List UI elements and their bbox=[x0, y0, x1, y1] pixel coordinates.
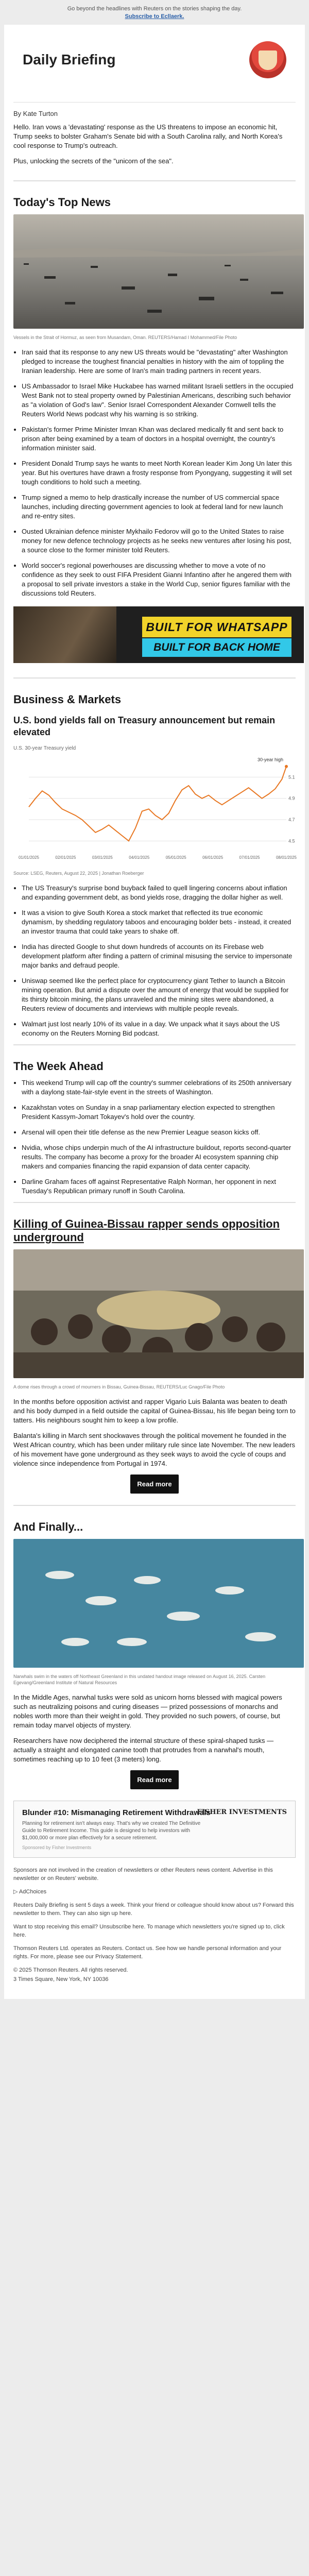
chart-series-line bbox=[29, 767, 286, 841]
feature-paragraph: Balanta's killing in March sent shockwaves through the political movement he founded in the West African country, which has been under military rule since late November. The new leaders of his movement have gone underground as they seek ways to avoid the cycle of coups and violence since independence from Portugal in 1974. bbox=[13, 1432, 295, 1467]
chart-point bbox=[285, 765, 288, 768]
sponsor-brand: FISHER INVESTMENTS bbox=[197, 1808, 287, 1816]
top-news-list bbox=[13, 348, 296, 598]
newsletter-card bbox=[4, 25, 305, 1999]
newsletter-title: Daily Briefing bbox=[23, 52, 116, 67]
adchoices-link[interactable] bbox=[13, 1888, 296, 1896]
yield-chart bbox=[13, 743, 304, 867]
list-item[interactable]: • Darline Graham faces off against Representative Ralph Norman, her opponent in next Tuesday's Republican primary runoff in South Carolina. bbox=[22, 1177, 296, 1196]
chart-x-tick-label: 01/01/2025 bbox=[18, 855, 40, 860]
adchoices-label: AdChoices bbox=[19, 1889, 47, 1895]
masthead bbox=[13, 25, 296, 103]
list-item[interactable]: • Trump signed a memo to help drastically increase the number of US commercial space launches, including directing government agencies to look at federal land for new launch and re-entry sites. bbox=[22, 493, 296, 521]
list-item[interactable]: • Walmart just lost nearly 10% of its value in a day. We unpack what it says about the US economy on the Reuters Morning Bid podcast. bbox=[22, 1020, 296, 1038]
list-item[interactable]: • President Donald Trump says he wants to meet North Korean leader Kim Jong Un later this year. But his overtures have drawn a frosty response from Pyongyang, suggesting it will set tough conditions to hold such a meeting. bbox=[22, 459, 296, 487]
chart-x-tick-label: 06/01/2025 bbox=[202, 855, 224, 860]
footer-address: 3 Times Square, New York, NY 10036 bbox=[13, 1976, 109, 1982]
list-item[interactable]: • Ousted Ukrainian defence minister Mykhailo Fedorov will go to the United States to raise money for new defence technology projects as he seeks new ventures after losing his post, a source close to the former minister told Reuters. bbox=[22, 527, 296, 555]
chart-y-tick-label: 5.1 bbox=[288, 774, 295, 780]
yield-chart-svg bbox=[13, 743, 304, 867]
chart-y-tick-label: 4.5 bbox=[288, 838, 295, 844]
narwhal-caption: Narwhals swim in the waters off Northeast Greenland in this undated handout image released on August 16, 2025. Carsten Egevang/Greenland Institute of Natural Resources bbox=[13, 1674, 266, 1685]
intro-paragraph: Hello. Iran vows a 'devastating' response as the US threatens to impose an economic hit, Trump seeks to bolster Graham's Senate bid with a South Carolina rally, and North Korea's cool response to Trump's outreach. bbox=[13, 123, 283, 149]
footer-signup: Reuters Daily Briefing is sent 5 days a week. Think your friend or colleague should know about us? Forward this newsletter to them. They can also sign up here. bbox=[13, 1902, 294, 1917]
footer-copyright: © 2025 Thomson Reuters. All rights reserved. bbox=[13, 1967, 128, 1973]
byline: By Kate Turton bbox=[13, 110, 58, 117]
chart-x-tick-label: 03/01/2025 bbox=[92, 855, 113, 860]
chart-x-tick-label: 04/01/2025 bbox=[129, 855, 150, 860]
feature-paragraph: In the months before opposition activist and rapper Vigario Luis Balanta was beaten to death and his body dumped in a field outside the capital of Guinea-Bissau, his life began being torn to tatters. His neighbours sought him to keep a low profile. bbox=[13, 1398, 296, 1424]
top-note-text: Go beyond the headlines with Reuters on the stories shaping the day. bbox=[67, 6, 242, 12]
footer-unsubscribe: Want to stop receiving this email? Unsubscribe here. To manage which newsletters you're signed up to, click here. bbox=[13, 1924, 285, 1938]
chart-y-tick-label: 4.9 bbox=[288, 795, 295, 801]
chart-x-tick-label: 05/01/2025 bbox=[165, 855, 186, 860]
top-note bbox=[0, 0, 309, 25]
chart-subtitle: U.S. 30-year Treasury yield bbox=[13, 745, 76, 751]
section-heading-week-ahead: The Week Ahead bbox=[13, 1044, 296, 1078]
narwhal-photo[interactable] bbox=[13, 1539, 304, 1668]
sponsor-body: Planning for retirement isn't always easy. That's why we created The Definitive Guide to Retirement Income. This guide is designed to help investors with $1,000,000 or more plan effectively for a secure retirement. bbox=[22, 1821, 201, 1841]
footer-legal: Thomson Reuters Ltd. operates as Reuters. Contact us. See how we handle personal information and your rights. For more, please see our Privacy Statement. bbox=[13, 1945, 282, 1960]
sponsor-footnote: Sponsored by Fisher Investments bbox=[22, 1845, 92, 1850]
finally-paragraph: Researchers have now deciphered the internal structure of these spiral-shaped tusks — actually a straight and elongated canine tooth that protrudes from a narwhal's mouth, sometimes reaching up to 10 feet (3 meters) long. bbox=[13, 1737, 274, 1763]
section-heading-business: Business & Markets bbox=[13, 677, 296, 711]
list-item[interactable]: • World soccer's regional powerhouses are discussing whether to move a vote of no confidence as they seek to oust FIFA President Gianni Infantino after he angered them with a proposal to sell private investors a stake in the World Cup, senior figures familiar with the discussions told Reuters. bbox=[22, 561, 296, 598]
section-heading-top-news: Today's Top News bbox=[13, 180, 296, 214]
read-more-button[interactable]: Read more bbox=[130, 1770, 179, 1789]
list-item[interactable]: • Kazakhstan votes on Sunday in a snap parliamentary election expected to strengthen President Kassym-Jomart Tokayev's hold over the country. bbox=[22, 1103, 296, 1122]
business-headline[interactable]: U.S. bond yields fall on Treasury announcement but remain elevated bbox=[13, 715, 276, 737]
sponsor-box[interactable] bbox=[13, 1801, 296, 1858]
ad-line-1: BUILT FOR WHATSAPP bbox=[142, 617, 291, 637]
list-item[interactable]: • It was a vision to give South Korea a stock market that reflected its true economic dynamism, by shedding regulatory taboos and encouraging bolder bets - instead, it created an investor trauma that could take years to shake off. bbox=[22, 908, 296, 936]
adchoices-icon: ▷ bbox=[13, 1889, 19, 1895]
list-item[interactable]: • Nvidia, whose chips underpin much of the AI infrastructure buildout, reports second-quarter results. The company has become a proxy for the broader AI ecosystem spanning chip makers and companies financing the rapid expansion of data center capacity. bbox=[22, 1143, 296, 1171]
finally-paragraph: In the Middle Ages, narwhal tusks were sold as unicorn horns blessed with magical powers such as neutralizing poisons and curing diseases — prized possessions of monarchs and nobles worth more than their weight in gold. They provided no such powers, of course, but remain today marvel objects of mystery. bbox=[13, 1693, 282, 1729]
week-ahead-list bbox=[13, 1078, 296, 1196]
intro-plus: Plus, unlocking the secrets of the "unicorn of the sea". bbox=[13, 157, 174, 165]
read-more-button[interactable]: Read more bbox=[130, 1475, 179, 1494]
bissau-caption: A dome rises through a crowd of mourners in Bissau, Guinea-Bissau, REUTERS/Luc Gnago/File Photo bbox=[13, 1384, 225, 1389]
ad-line-2: BUILT FOR BACK HOME bbox=[142, 638, 291, 657]
chart-annotation: 30-year high bbox=[257, 757, 283, 762]
hormuz-photo[interactable] bbox=[13, 214, 304, 329]
chart-caption: Source: LSEG, Reuters, August 22, 2025 | Jonathan Roeberger bbox=[13, 871, 144, 876]
chart-x-tick-label: 02/01/2025 bbox=[55, 855, 76, 860]
list-item[interactable]: • Iran said that its response to any new US threats would be "devastating" after Washington pledged to increase the toughest financial penalties in history with the aim of toppling the Iranian leadership. Here are some of Iran's main trading partners in recent years. bbox=[22, 348, 296, 376]
list-item[interactable]: • Uniswap seemed like the perfect place for cryptocurrency giant Tether to launch a Bitcoin mining operation. But amid a dispute over the amount of energy that would be supplied for its thirsty bitcoin mining, the plans unraveled and the mining sites were abandoned, a Reuters review of documents and interviews with multiple people reveals. bbox=[22, 976, 296, 1013]
list-item[interactable]: • Pakistan's former Prime Minister Imran Khan was declared medically fit and sent back to prison after being examined by a team of doctors in a hospital overnight, the country's information minister said. bbox=[22, 425, 296, 453]
subscribe-link[interactable]: Subscribe to Ecllaerk. bbox=[125, 13, 184, 20]
list-item[interactable]: • The US Treasury's surprise bond buyback failed to quell lingering concerns about inflation and expanding government debt, as bond yields rose, dragging the dollar higher as well. bbox=[22, 884, 296, 902]
footer-sponsor-note: Sponsors are not involved in the creation of newsletters or other Reuters news content. Advertise in this newsletter or on Reuters' website. bbox=[13, 1867, 273, 1882]
sponsor-title[interactable]: Blunder #10: Mismanaging Retirement Withdrawals bbox=[22, 1808, 211, 1817]
list-item[interactable]: • Arsenal will open their title defense as the new Premier League season kicks off. bbox=[22, 1128, 296, 1137]
ad-banner[interactable] bbox=[13, 606, 304, 663]
reuters-logo-icon bbox=[249, 41, 286, 78]
list-item[interactable]: • India has directed Google to shut down hundreds of accounts on its Firebase web development platform after finding a pattern of criminal misusing the service to impersonate major banks and defraud people. bbox=[22, 942, 296, 970]
hormuz-caption: Vessels in the Strait of Hormuz, as seen from Musandam, Oman. REUTERS/Hamad I Mohammed/File Photo bbox=[13, 335, 237, 340]
feature-headline[interactable]: Killing of Guinea-Bissau rapper sends opposition underground bbox=[13, 1202, 296, 1249]
section-heading-finally: And Finally... bbox=[13, 1505, 296, 1539]
bissau-photo[interactable] bbox=[13, 1249, 304, 1378]
list-item[interactable]: • This weekend Trump will cap off the country's summer celebrations of its 250th anniversary with a daylong state-fair-style event in the streets of Washington. bbox=[22, 1078, 296, 1097]
chart-y-tick-label: 4.7 bbox=[288, 817, 295, 822]
chart-x-tick-label: 07/01/2025 bbox=[239, 855, 260, 860]
business-list bbox=[13, 884, 296, 1038]
ad-photo bbox=[13, 606, 116, 663]
chart-x-tick-label: 08/01/2025 bbox=[276, 855, 297, 860]
list-item[interactable]: • US Ambassador to Israel Mike Huckabee has warned militant Israeli settlers in the occupied West Bank not to steal property owned by Palestinian Americans, describing such behavior as "a violation of God's law". Senior Israel Correspondent Alexander Cornwell tells the Reuters World News podcast why his warning is so striking. bbox=[22, 382, 296, 419]
